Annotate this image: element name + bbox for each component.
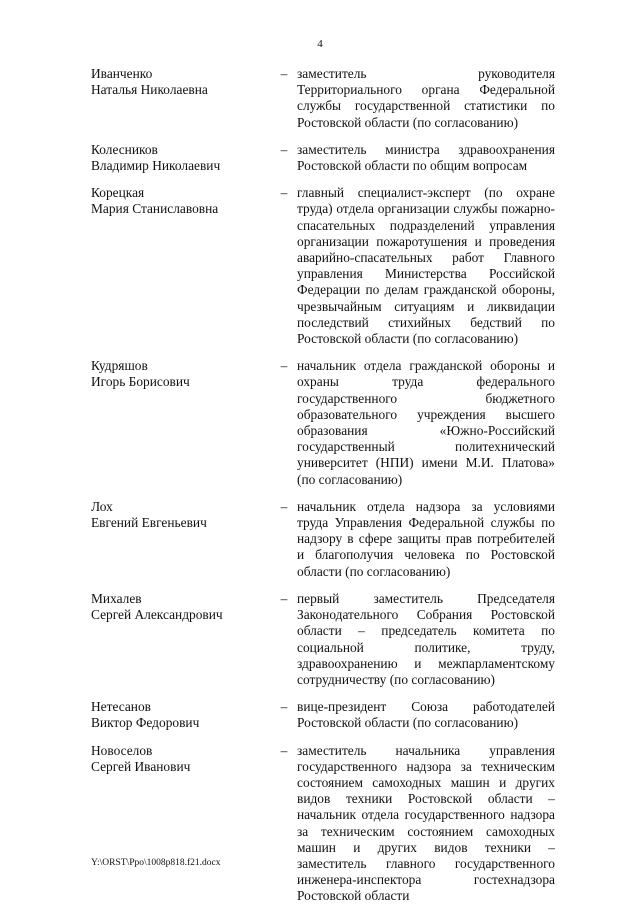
- given-names: Мария Станиславовна: [91, 201, 219, 217]
- list-item: [91, 591, 611, 688]
- page-number: 4: [317, 38, 323, 50]
- person-name: [91, 142, 271, 174]
- given-names: Виктор Федорович: [91, 715, 200, 731]
- dash-separator: –: [280, 141, 288, 157]
- list-item: [91, 142, 611, 174]
- list-item: [91, 743, 611, 905]
- surname: Нетесанов: [91, 699, 151, 715]
- given-names: Наталья Николаевна: [91, 82, 208, 98]
- position-description: главный специалист-эксперт (по охране труда) отдела организации службы пожарно-спасательных подразделений управления организации пожаротушения и проведения аварийно-спасательных работ Главного управления Министерства Российской Федерации по делам гражданской обороны, чрезвычайным ситуациям и ликвидации последствий стихийных бедствий по Ростовской области (по согласованию): [297, 185, 555, 347]
- position-description: заместитель начальника управления государственного надзора за техническим состоянием самоходных машин и других видов техники Ростовской области – начальник отдела государственного надзора за техническим состоянием самоходных машин и других видов техники – заместитель главного государственного инженера-инспектора гостехнадзора Ростовской области: [297, 742, 555, 904]
- dash-separator: –: [280, 185, 288, 201]
- person-name: [91, 499, 271, 531]
- dash-separator: –: [280, 699, 288, 715]
- position-description: заместитель министра здравоохранения Ростовской области по общим вопросам: [297, 141, 555, 174]
- person-name: [91, 66, 271, 98]
- position-description: вице-президент Союза работодателей Ростовской области (по согласованию): [297, 699, 555, 731]
- dash-separator: –: [280, 498, 288, 514]
- surname: Корецкая: [91, 185, 145, 201]
- person-name: [91, 358, 271, 390]
- position-description: первый заместитель Председателя Законодательного Собрания Ростовской области – председатель комитета по социальной политике, труду, здравоохранению и межпарламентскому сотрудничеству (по согласованию): [297, 590, 555, 687]
- surname: Кудряшов: [91, 358, 148, 374]
- given-names: Владимир Николаевич: [91, 158, 221, 174]
- given-names: Сергей Александрович: [91, 607, 223, 623]
- dash-separator: –: [280, 66, 288, 81]
- position-description: начальник отдела надзора за условиями труда Управления Федеральной службы по надзору в сфере защиты прав потребителей и благополучия человека по Ростовской области (по согласованию): [297, 498, 555, 579]
- surname: Колесников: [91, 141, 158, 157]
- footer-file-path: Y:\ORST\Ppo\1008p818.f21.docx: [91, 858, 221, 868]
- list-item: [91, 66, 611, 131]
- surname: Новоселов: [91, 742, 153, 758]
- surname: Лох: [91, 498, 113, 514]
- position-description: заместитель руководителя Территориального органа Федеральной службы государственной статистики по Ростовской области (по согласованию): [297, 66, 555, 130]
- person-name: [91, 185, 271, 217]
- position-description: начальник отдела гражданской обороны и охраны труда федерального государственного бюджетного образовательного учреждения высшего образования «Южно-Российский государственный политехнический университет (НПИ) имени М.И. Платова» (по согласованию): [297, 358, 555, 487]
- list-item: [91, 185, 611, 347]
- dash-separator: –: [280, 742, 288, 758]
- surname: Михалев: [91, 590, 142, 606]
- list-item: [91, 699, 611, 731]
- person-name: [91, 591, 271, 623]
- given-names: Сергей Иванович: [91, 758, 191, 774]
- person-name: [91, 699, 271, 731]
- list-item: [91, 499, 611, 580]
- surname: Иванченко: [91, 66, 153, 81]
- given-names: Игорь Борисович: [91, 374, 190, 390]
- member-list: [91, 66, 611, 916]
- dash-separator: –: [280, 590, 288, 606]
- given-names: Евгений Евгеньевич: [91, 515, 207, 531]
- dash-separator: –: [280, 358, 288, 374]
- person-name: [91, 743, 271, 775]
- list-item: [91, 358, 611, 488]
